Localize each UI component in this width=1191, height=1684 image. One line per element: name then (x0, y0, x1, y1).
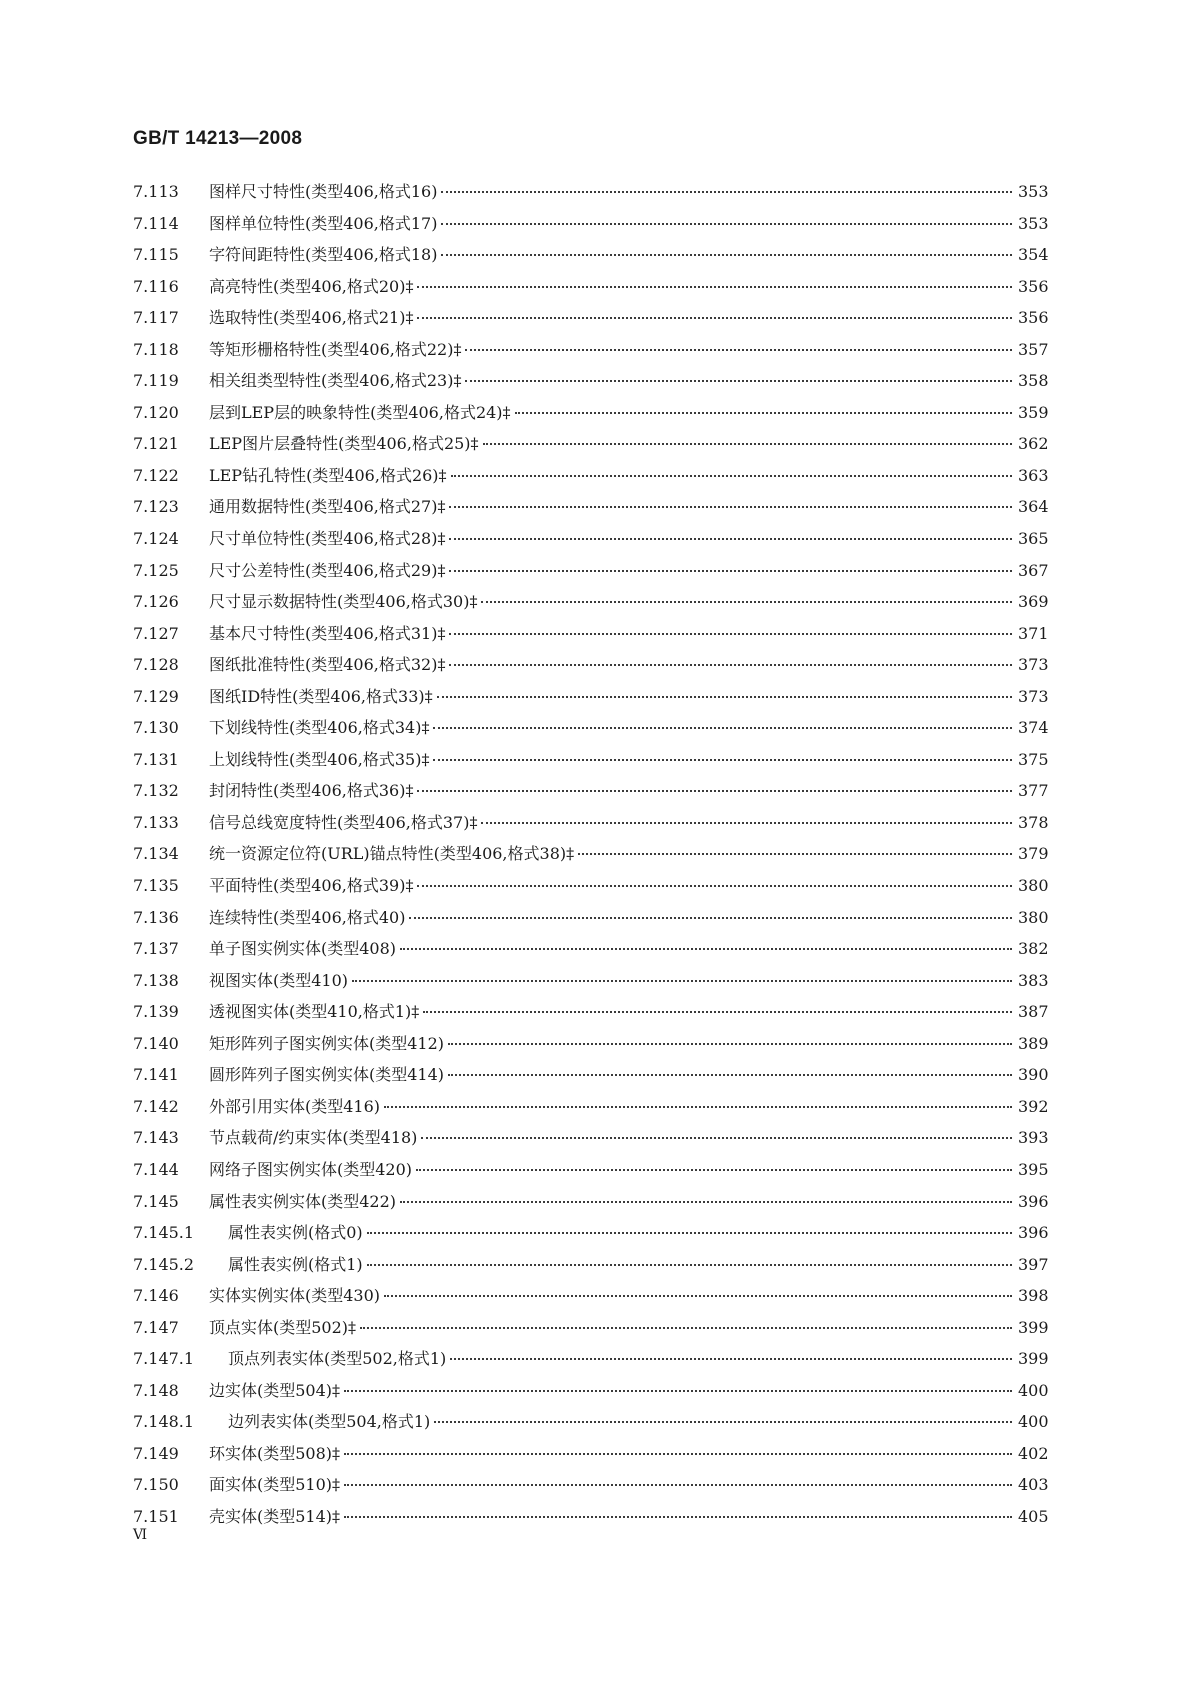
toc-entry-title: 属性表实例(格式0) (228, 1223, 363, 1243)
toc-entry-page: 400 (1018, 1412, 1049, 1432)
toc-entry-page: 399 (1018, 1349, 1049, 1369)
toc-entry-title: 通用数据特性(类型406,格式27)‡ (209, 497, 446, 517)
toc-entry-page: 393 (1018, 1128, 1049, 1148)
toc-dot-leader (448, 1043, 1012, 1045)
toc-entry-number: 7.140 (133, 1033, 179, 1053)
toc-entry[interactable] (133, 403, 1048, 435)
toc-entry-number: 7.145 (133, 1191, 179, 1211)
toc-dot-leader (449, 538, 1012, 540)
toc-entry-number: 7.117 (133, 308, 179, 328)
toc-entry-number: 7.126 (133, 592, 179, 612)
toc-dot-leader (416, 1169, 1012, 1171)
toc-entry-number: 7.124 (133, 529, 179, 549)
toc-entry-title: 环实体(类型508)‡ (209, 1443, 341, 1463)
toc-dot-leader (417, 790, 1012, 792)
toc-dot-leader (465, 349, 1012, 351)
toc-dot-leader (450, 1358, 1012, 1360)
toc-entry-number: 7.118 (133, 339, 179, 359)
toc-dot-leader (441, 223, 1012, 225)
toc-entry-number: 7.113 (133, 182, 179, 201)
toc-entry-number: 7.128 (133, 655, 179, 675)
toc-entry-title: 图样尺寸特性(类型406,格式16) (209, 182, 438, 201)
toc-dot-leader (384, 1295, 1012, 1297)
toc-entry[interactable] (133, 624, 1048, 656)
toc-entry-title: LEP图片层叠特性(类型406,格式25)‡ (209, 434, 479, 454)
toc-dot-leader (344, 1516, 1012, 1518)
toc-entry-number: 7.147 (133, 1317, 179, 1337)
toc-entry[interactable] (133, 182, 1048, 214)
toc-entry[interactable] (133, 844, 1048, 876)
toc-entry[interactable] (133, 1349, 1048, 1381)
toc-entry-page: 396 (1018, 1223, 1049, 1243)
toc-entry-page: 387 (1018, 1002, 1049, 1022)
toc-entry-page: 395 (1018, 1159, 1049, 1179)
toc-entry-number: 7.148.1 (133, 1412, 195, 1432)
toc-dot-leader (449, 633, 1012, 635)
toc-entry-title: 矩形阵列子图实例实体(类型412) (209, 1033, 445, 1053)
toc-entry-page: 364 (1018, 497, 1049, 517)
toc-entry-page: 359 (1018, 402, 1049, 422)
toc-entry-number: 7.132 (133, 781, 179, 801)
toc-entry-page: 405 (1018, 1506, 1049, 1526)
toc-dot-leader (344, 1453, 1012, 1455)
toc-entry-number: 7.134 (133, 844, 179, 864)
toc-entry-title: 相关组类型特性(类型406,格式23)‡ (209, 371, 462, 391)
toc-entry-page: 378 (1018, 812, 1049, 832)
toc-entry-page: 390 (1018, 1065, 1049, 1085)
toc-entry-page: 374 (1018, 718, 1049, 738)
toc-entry-number: 7.120 (133, 402, 179, 422)
toc-entry[interactable] (133, 214, 1048, 246)
toc-entry-number: 7.116 (133, 276, 179, 296)
toc-entry-number: 7.142 (133, 1096, 179, 1116)
toc-entry-title: 层到LEP层的映象特性(类型406,格式24)‡ (209, 402, 511, 422)
toc-entry-title: 网络子图实例实体(类型420) (209, 1159, 413, 1179)
toc-entry[interactable] (133, 908, 1048, 940)
toc-entry-number: 7.136 (133, 907, 179, 927)
toc-entry-page: 373 (1018, 686, 1049, 706)
toc-entry[interactable] (133, 1475, 1048, 1507)
toc-dot-leader (421, 1137, 1012, 1139)
standard-header: GB/T 14213—2008 (133, 128, 303, 149)
toc-entry-number: 7.122 (133, 465, 179, 485)
toc-entry[interactable] (133, 1097, 1048, 1129)
toc-entry-number: 7.119 (133, 371, 179, 391)
toc-entry[interactable] (133, 340, 1048, 372)
toc-dot-leader (481, 601, 1012, 603)
toc-entry-page: 380 (1018, 907, 1049, 927)
toc-entry-page: 373 (1018, 655, 1049, 675)
toc-entry-title: 上划线特性(类型406,格式35)‡ (209, 749, 430, 769)
toc-entry-title: 尺寸显示数据特性(类型406,格式30)‡ (209, 592, 478, 612)
toc-entry-page: 356 (1018, 276, 1049, 296)
toc-dot-leader (417, 286, 1012, 288)
toc-entry[interactable] (133, 750, 1048, 782)
toc-entry-page: 389 (1018, 1033, 1049, 1053)
toc-dot-leader (344, 1484, 1012, 1486)
toc-entry[interactable] (133, 1255, 1048, 1287)
toc-entry-page: 367 (1018, 560, 1049, 580)
toc-dot-leader (409, 917, 1012, 919)
toc-entry-page: 353 (1018, 182, 1049, 201)
toc-dot-leader (417, 317, 1012, 319)
toc-entry[interactable] (133, 561, 1048, 593)
toc-entry-title: 图纸ID特性(类型406,格式33)‡ (209, 686, 433, 706)
toc-entry-number: 7.137 (133, 939, 179, 959)
toc-entry-title: 视图实体(类型410) (209, 970, 349, 990)
toc-entry-title: 边实体(类型504)‡ (209, 1380, 341, 1400)
toc-entry-number: 7.138 (133, 970, 179, 990)
toc-entry-page: 369 (1018, 592, 1049, 612)
toc-entry-number: 7.125 (133, 560, 179, 580)
toc-dot-leader (352, 980, 1012, 982)
toc-dot-leader (360, 1327, 1012, 1329)
toc-entry-page: 353 (1018, 213, 1049, 233)
toc-entry-page: 357 (1018, 339, 1049, 359)
toc-dot-leader (449, 570, 1012, 572)
toc-entry-page: 399 (1018, 1317, 1049, 1337)
toc-entry[interactable] (133, 1034, 1048, 1066)
toc-entry[interactable] (133, 434, 1048, 466)
toc-entry-title: 平面特性(类型406,格式39)‡ (209, 876, 414, 896)
toc-entry-title: 选取特性(类型406,格式21)‡ (209, 308, 414, 328)
toc-dot-leader (433, 727, 1012, 729)
toc-entry-title: 下划线特性(类型406,格式34)‡ (209, 718, 430, 738)
toc-entry[interactable] (133, 592, 1048, 624)
toc-entry-number: 7.121 (133, 434, 179, 454)
toc-dot-leader (449, 664, 1012, 666)
toc-entry-title: 顶点实体(类型502)‡ (209, 1317, 357, 1337)
toc-entry-title: 属性表实例(格式1) (228, 1254, 363, 1274)
toc-entry-title: 统一资源定位符(URL)锚点特性(类型406,格式38)‡ (209, 844, 575, 864)
toc-dot-leader (451, 475, 1012, 477)
toc-entry-title: 尺寸公差特性(类型406,格式29)‡ (209, 560, 446, 580)
toc-entry-number: 7.123 (133, 497, 179, 517)
toc-entry-page: 397 (1018, 1254, 1049, 1274)
toc-entry-number: 7.145.2 (133, 1254, 195, 1274)
toc-dot-leader (578, 853, 1012, 855)
toc-entry-title: 图样单位特性(类型406,格式17) (209, 213, 438, 233)
toc-entry-page: 403 (1018, 1475, 1049, 1495)
toc-entry-page: 380 (1018, 876, 1049, 896)
toc-entry-title: 封闭特性(类型406,格式36)‡ (209, 781, 414, 801)
toc-entry[interactable] (133, 1002, 1048, 1034)
toc-entry-title: 基本尺寸特性(类型406,格式31)‡ (209, 623, 446, 643)
toc-entry-title: 等矩形栅格特性(类型406,格式22)‡ (209, 339, 462, 359)
toc-dot-leader (441, 254, 1012, 256)
toc-entry-number: 7.151 (133, 1506, 179, 1526)
toc-entry[interactable] (133, 655, 1048, 687)
toc-entry-title: 壳实体(类型514)‡ (209, 1506, 341, 1526)
toc-entry-title: 实体实例实体(类型430) (209, 1286, 381, 1306)
toc-entry-title: 透视图实体(类型410,格式1)‡ (209, 1002, 420, 1022)
toc-entry[interactable] (133, 1412, 1048, 1444)
toc-entry-page: 398 (1018, 1286, 1049, 1306)
toc-entry[interactable] (133, 813, 1048, 845)
toc-entry[interactable] (133, 1381, 1048, 1413)
toc-entry[interactable] (133, 529, 1048, 561)
toc-entry-number: 7.131 (133, 749, 179, 769)
toc-entry[interactable] (133, 1160, 1048, 1192)
toc-dot-leader (483, 443, 1012, 445)
toc-entry-number: 7.147.1 (133, 1349, 195, 1369)
toc-entry-page: 354 (1018, 245, 1049, 265)
toc-entry-page: 383 (1018, 970, 1049, 990)
toc-entry-page: 379 (1018, 844, 1049, 864)
toc-dot-leader (465, 380, 1012, 382)
toc-entry-title: 字符间距特性(类型406,格式18) (209, 245, 438, 265)
toc-entry-page: 377 (1018, 781, 1049, 801)
toc-dot-leader (433, 759, 1012, 761)
toc-entry[interactable] (133, 245, 1048, 277)
toc-dot-leader (441, 191, 1012, 193)
toc-entry[interactable] (133, 1065, 1048, 1097)
toc-entry-number: 7.133 (133, 812, 179, 832)
toc-entry-page: 356 (1018, 308, 1049, 328)
toc-dot-leader (437, 696, 1012, 698)
toc-dot-leader (400, 948, 1012, 950)
toc-entry[interactable] (133, 371, 1048, 403)
toc-entry-number: 7.144 (133, 1159, 179, 1179)
toc-entry-page: 392 (1018, 1096, 1049, 1116)
toc-dot-leader (344, 1390, 1012, 1392)
toc-entry-page: 382 (1018, 939, 1049, 959)
toc-entry[interactable] (133, 1444, 1048, 1476)
toc-entry-number: 7.127 (133, 623, 179, 643)
toc-entry-page: 375 (1018, 749, 1049, 769)
toc-entry-page: 402 (1018, 1443, 1049, 1463)
toc-entry-title: 圆形阵列子图实例实体(类型414) (209, 1065, 445, 1085)
toc-entry-title: 顶点列表实体(类型502,格式1) (228, 1349, 447, 1369)
toc-dot-leader (423, 1011, 1012, 1013)
toc-entry[interactable] (133, 1507, 1048, 1539)
toc-entry-page: 400 (1018, 1380, 1049, 1400)
toc-entry[interactable] (133, 1286, 1048, 1318)
toc-entry-number: 7.143 (133, 1128, 179, 1148)
toc-entry[interactable] (133, 277, 1048, 309)
toc-entry[interactable] (133, 308, 1048, 340)
toc-entry[interactable] (133, 718, 1048, 750)
toc-entry[interactable] (133, 687, 1048, 719)
toc-entry-title: 连续特性(类型406,格式40) (209, 907, 406, 927)
toc-entry-number: 7.139 (133, 1002, 179, 1022)
toc-dot-leader (367, 1264, 1012, 1266)
toc-entry-title: 节点载荷/约束实体(类型418) (209, 1128, 418, 1148)
toc-entry-page: 365 (1018, 529, 1049, 549)
table-of-contents (133, 182, 1048, 1539)
toc-entry-title: LEP钻孔特性(类型406,格式26)‡ (209, 465, 447, 485)
toc-entry-number: 7.115 (133, 245, 179, 265)
toc-entry[interactable] (133, 497, 1048, 529)
toc-dot-leader (384, 1106, 1012, 1108)
toc-entry-page: 371 (1018, 623, 1049, 643)
toc-entry-number: 7.146 (133, 1286, 179, 1306)
toc-entry-title: 面实体(类型510)‡ (209, 1475, 341, 1495)
toc-entry-number: 7.129 (133, 686, 179, 706)
toc-dot-leader (400, 1201, 1012, 1203)
toc-dot-leader (515, 412, 1012, 414)
toc-entry-number: 7.150 (133, 1475, 179, 1495)
toc-entry-page: 363 (1018, 465, 1049, 485)
toc-dot-leader (417, 885, 1012, 887)
toc-entry[interactable] (133, 876, 1048, 908)
toc-entry-title: 尺寸单位特性(类型406,格式28)‡ (209, 529, 446, 549)
toc-dot-leader (481, 822, 1012, 824)
toc-dot-leader (448, 1074, 1012, 1076)
toc-entry-page: 396 (1018, 1191, 1049, 1211)
toc-entry[interactable] (133, 971, 1048, 1003)
toc-entry-page: 362 (1018, 434, 1049, 454)
toc-entry-title: 高亮特性(类型406,格式20)‡ (209, 276, 414, 296)
toc-entry-title: 单子图实例实体(类型408) (209, 939, 397, 959)
toc-entry[interactable] (133, 466, 1048, 498)
toc-entry-title: 边列表实体(类型504,格式1) (228, 1412, 431, 1432)
toc-dot-leader (449, 506, 1012, 508)
toc-entry[interactable] (133, 1223, 1048, 1255)
toc-entry-title: 图纸批准特性(类型406,格式32)‡ (209, 655, 446, 675)
toc-entry-number: 7.148 (133, 1380, 179, 1400)
toc-entry-number: 7.149 (133, 1443, 179, 1463)
toc-entry-number: 7.130 (133, 718, 179, 738)
toc-entry-title: 信号总线宽度特性(类型406,格式37)‡ (209, 812, 478, 832)
toc-entry-number: 7.114 (133, 213, 179, 233)
toc-entry[interactable] (133, 1318, 1048, 1350)
toc-dot-leader (367, 1232, 1012, 1234)
toc-entry-title: 属性表实例实体(类型422) (209, 1191, 397, 1211)
toc-entry-title: 外部引用实体(类型416) (209, 1096, 381, 1116)
toc-entry-number: 7.141 (133, 1065, 179, 1085)
toc-entry[interactable] (133, 1128, 1048, 1160)
toc-entry[interactable] (133, 781, 1048, 813)
toc-entry-number: 7.145.1 (133, 1223, 195, 1243)
toc-dot-leader (434, 1421, 1012, 1423)
toc-entry[interactable] (133, 939, 1048, 971)
toc-entry[interactable] (133, 1192, 1048, 1224)
toc-entry-number: 7.135 (133, 876, 179, 896)
toc-entry-page: 358 (1018, 371, 1049, 391)
page-number: Ⅵ (133, 1527, 148, 1543)
